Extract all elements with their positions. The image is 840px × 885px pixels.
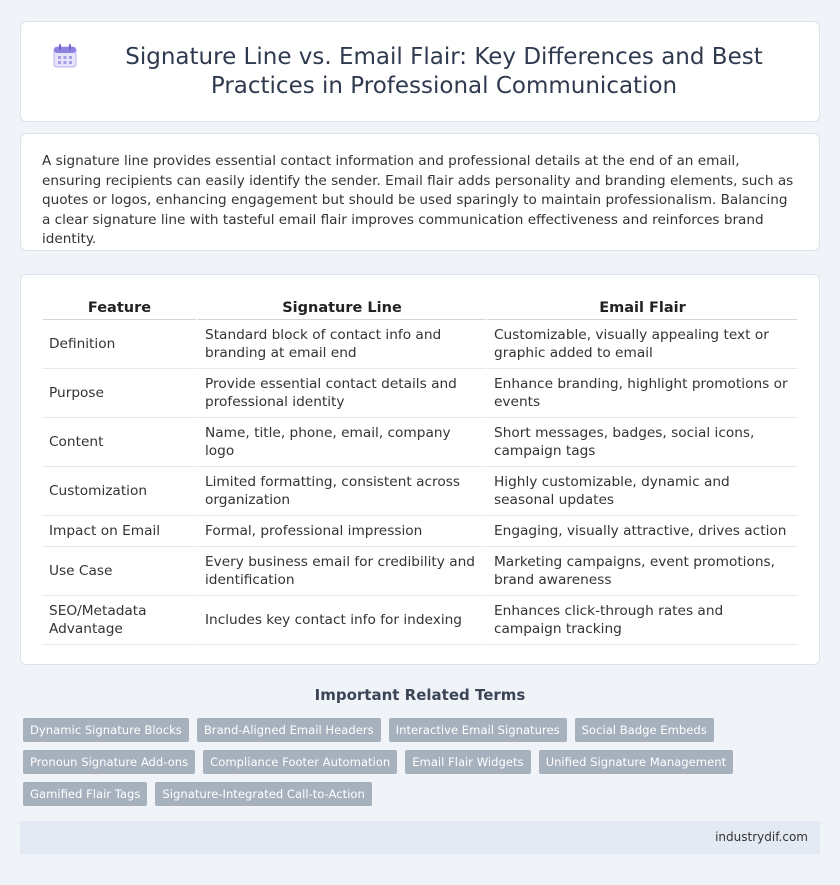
table-cell-signature-line: Name, title, phone, email, company logo [196,418,485,467]
related-term-tag[interactable]: Pronoun Signature Add-ons [23,750,195,774]
table-cell-email-flair: Highly customizable, dynamic and seasonal updates [485,467,797,516]
table-cell-feature: SEO/Metadata Advantage [43,596,196,645]
calendar-icon [51,42,79,70]
table-row [43,369,797,418]
table-header-row [43,295,797,320]
table-cell-signature-line: Includes key contact info for indexing [196,596,485,645]
table-cell-signature-line: Every business email for credibility and identification [196,547,485,596]
related-terms-list [23,718,823,806]
table-cell-signature-line: Standard block of contact info and branding at email end [196,320,485,369]
related-term-tag[interactable]: Signature-Integrated Call-to-Action [155,782,371,806]
table-row [43,596,797,645]
table-cell-feature: Content [43,418,196,467]
table-cell-feature: Customization [43,467,196,516]
comparison-table-card [20,274,820,665]
table-cell-feature: Definition [43,320,196,369]
related-term-tag[interactable]: Interactive Email Signatures [389,718,567,742]
related-term-tag[interactable]: Brand-Aligned Email Headers [197,718,381,742]
table-row [43,547,797,596]
table-cell-email-flair: Marketing campaigns, event promotions, brand awareness [485,547,797,596]
table-row [43,467,797,516]
footer [20,821,820,854]
table-row [43,320,797,369]
intro-paragraph: A signature line provides essential contact information and professional details at the end of an email, ensuring recipients can easily identify the sender. Email flair adds personality and branding elements, such as quotes or logos, enhancing engagement but should be used sparingly to maintain professionalism. Balancing a clear signature line with tasteful email flair improves communication effectiveness and reinforces brand identity. [42,153,794,247]
table-cell-email-flair: Customizable, visually appealing text or graphic added to email [485,320,797,369]
header-card [20,21,820,122]
related-term-tag[interactable]: Social Badge Embeds [575,718,714,742]
related-term-tag[interactable]: Dynamic Signature Blocks [23,718,189,742]
table-cell-feature: Use Case [43,547,196,596]
table-cell-signature-line: Formal, professional impression [196,516,485,547]
table-cell-signature-line: Provide essential contact details and professional identity [196,369,485,418]
related-term-tag[interactable]: Compliance Footer Automation [203,750,397,774]
table-cell-email-flair: Short messages, badges, social icons, campaign tags [485,418,797,467]
page-title: Signature Line vs. Email Flair: Key Differences and Best Practices in Professional Communication [125,43,763,99]
table-cell-email-flair: Enhance branding, highlight promotions or events [485,369,797,418]
column-header-signature-line: Signature Line [196,295,485,320]
related-term-tag[interactable]: Unified Signature Management [539,750,734,774]
table-cell-signature-line: Limited formatting, consistent across organization [196,467,485,516]
table-row [43,418,797,467]
footer-site-link[interactable]: industrydif.com [715,830,808,844]
column-header-feature: Feature [43,295,196,320]
related-term-tag[interactable]: Email Flair Widgets [405,750,530,774]
column-header-email-flair: Email Flair [485,295,797,320]
table-cell-feature: Impact on Email [43,516,196,547]
related-term-tag[interactable]: Gamified Flair Tags [23,782,147,806]
table-cell-feature: Purpose [43,369,196,418]
related-terms-title: Important Related Terms [314,686,526,704]
comparison-table [43,295,797,645]
intro-card [20,133,820,251]
table-cell-email-flair: Engaging, visually attractive, drives action [485,516,797,547]
table-cell-email-flair: Enhances click-through rates and campaign tracking [485,596,797,645]
table-row [43,516,797,547]
